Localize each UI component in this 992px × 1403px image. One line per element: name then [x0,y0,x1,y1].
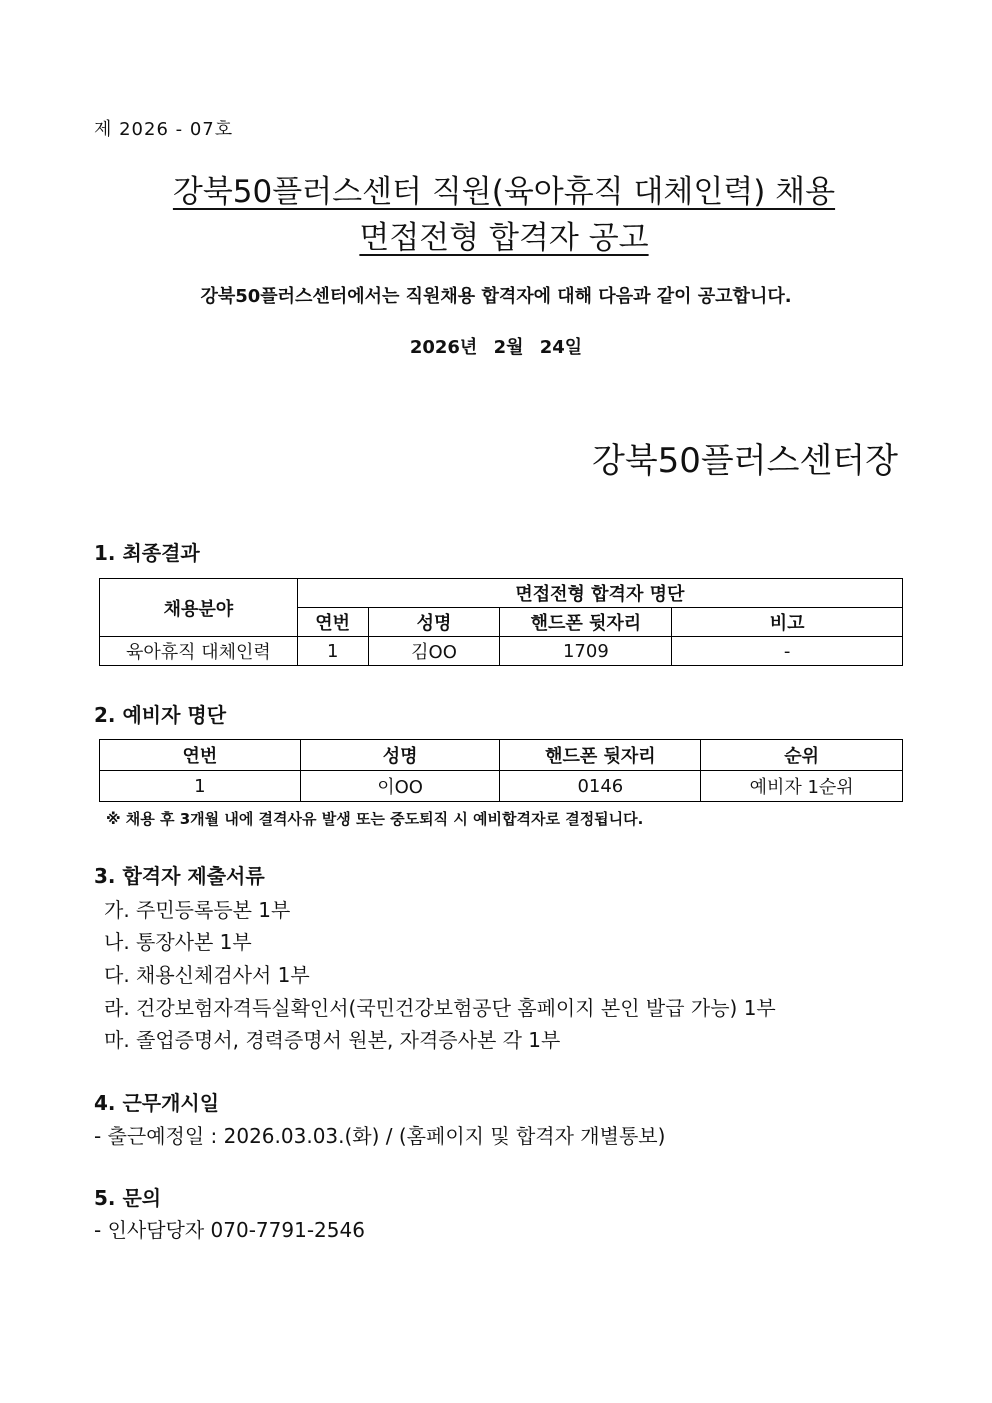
notice-date: 2026년 2월 24일 [409,337,583,358]
start-date-line: - 출근예정일 : 2026.03.03.(화) / (홈페이지 및 합격자 개별통보) [94,1124,666,1148]
list-item: 라. 건강보험자격득실확인서(국민건강보험공단 홈페이지 본인 발급 가능) 1부 [104,996,776,1020]
list-item: 다. 채용신체검사서 1부 [104,963,310,987]
cell-rank: 예비자 1순위 [701,771,903,802]
section4-heading: 4. 근무개시일 [94,1091,220,1115]
cell-note: - [672,637,903,666]
col-no-header: 연번 [297,608,368,637]
col-name-header: 성명 [368,608,500,637]
col-phone-header: 핸드폰 뒷자리 [500,740,701,771]
col-note-header: 비고 [672,608,903,637]
document-number: 제 2026 - 07호 [94,119,234,140]
cell-field: 육아휴직 대체인력 [100,637,298,666]
cell-phone: 0146 [500,771,701,802]
col-phone-header: 핸드폰 뒷자리 [500,608,672,637]
cell-name: 이OO [300,771,500,802]
table-row [100,637,903,666]
list-item: 가. 주민등록등본 1부 [104,898,291,922]
cell-phone: 1709 [500,637,672,666]
final-result-table [99,578,903,666]
cell-name: 김OO [368,637,500,666]
col-group-header: 면접전형 합격자 명단 [297,579,902,608]
section2-heading: 2. 예비자 명단 [94,703,227,727]
table-row [100,771,903,802]
reserve-list-table [99,739,903,802]
contact-line: - 인사담당자 070-7791-2546 [94,1218,365,1242]
col-name-header: 성명 [300,740,500,771]
list-item: 나. 통장사본 1부 [104,930,252,954]
col-field-header: 채용분야 [100,579,298,637]
section3-heading: 3. 합격자 제출서류 [94,864,265,888]
section5-heading: 5. 문의 [94,1186,162,1210]
title-line-2: 면접전형 합격자 공고 [359,220,649,256]
cell-no: 1 [100,771,301,802]
reserve-note: ※ 채용 후 3개월 내에 결격사유 발생 또는 중도퇴직 시 예비합격자로 결정됩니다. [106,810,644,828]
col-no-header: 연번 [100,740,301,771]
signer: 강북50플러스센터장 [591,441,898,481]
intro-text: 강북50플러스센터에서는 직원채용 합격자에 대해 다음과 같이 공고합니다. [200,286,792,307]
col-rank-header: 순위 [701,740,903,771]
section1-heading: 1. 최종결과 [94,541,200,565]
title-line-1: 강북50플러스센터 직원(육아휴직 대체인력) 채용 [172,174,836,210]
list-item: 마. 졸업증명서, 경력증명서 원본, 자격증사본 각 1부 [104,1028,561,1052]
cell-no: 1 [297,637,368,666]
